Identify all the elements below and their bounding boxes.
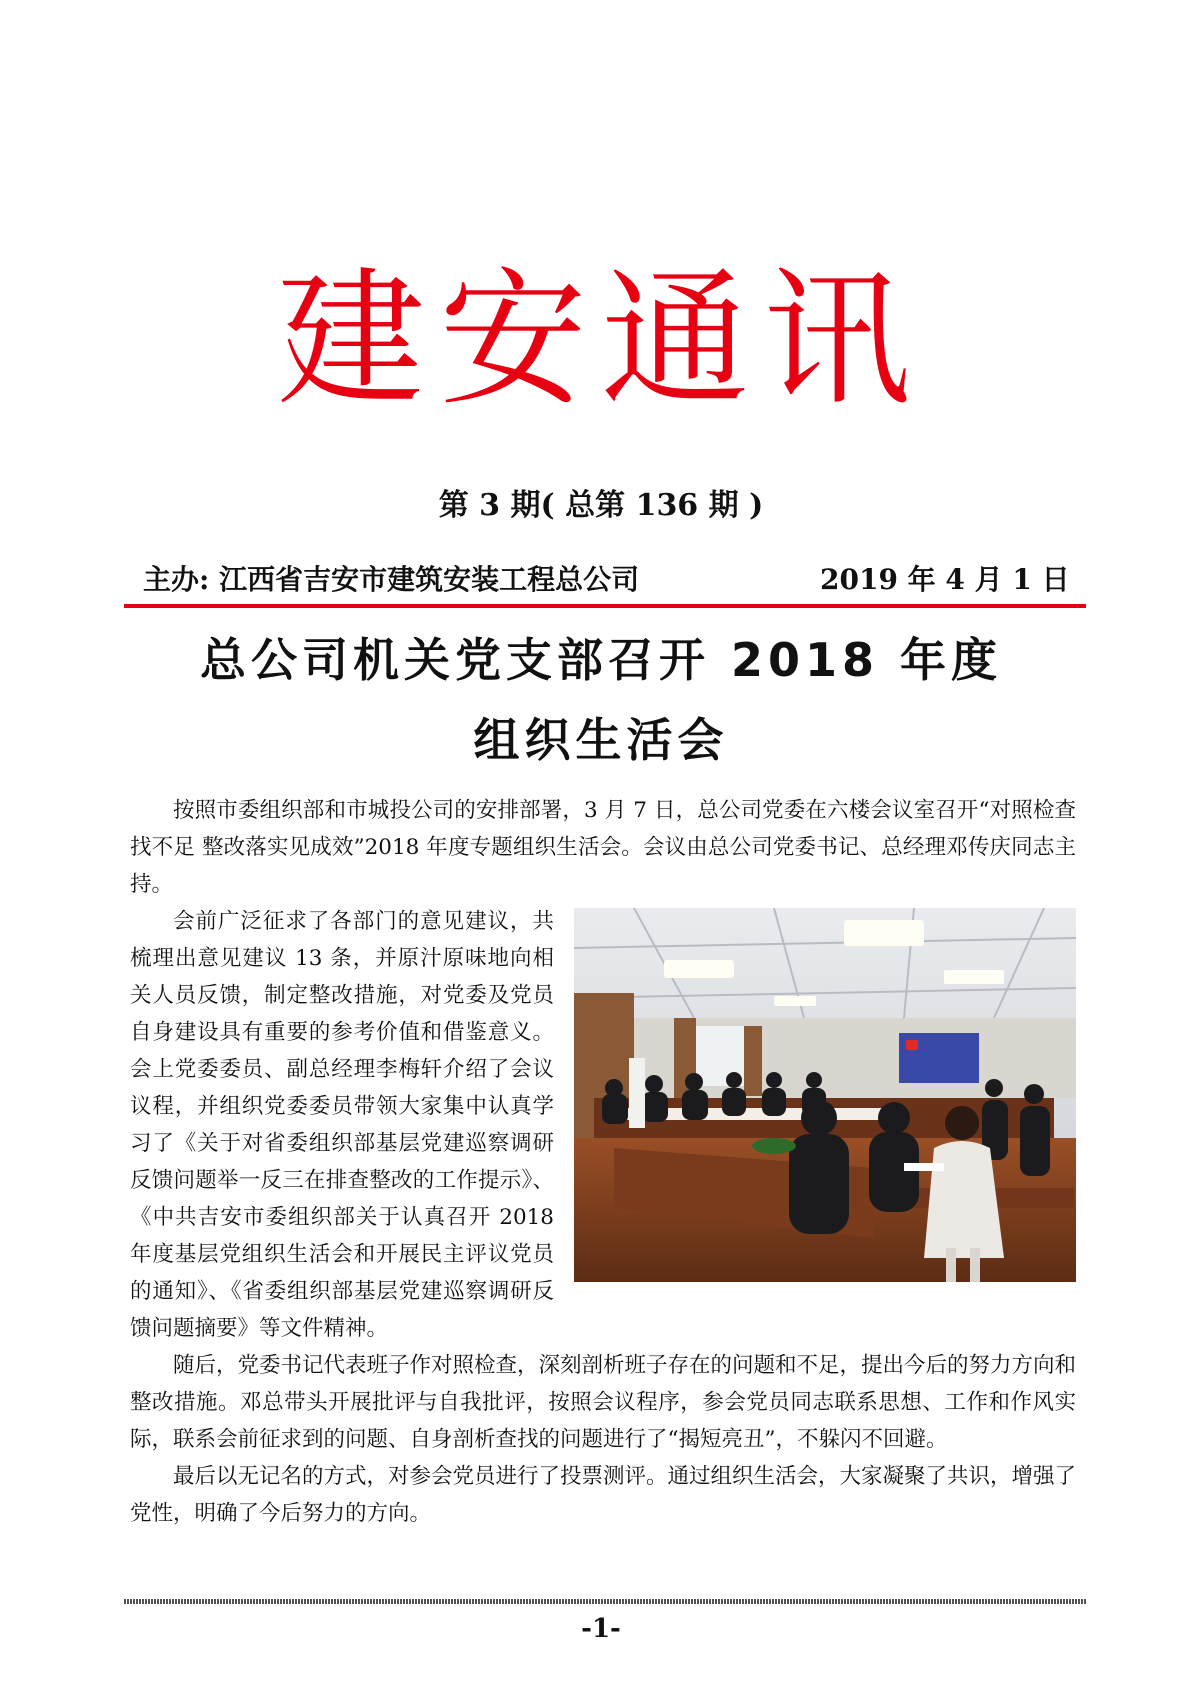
article-paragraph-3: 随后，党委书记代表班子作对照检查，深刻剖析班子存在的问题和不足，提出今后的努力方向和整改措施。邓总带头开展批评与自我批评，按照会议程序，参会党员同志联系思想、工作和作风实际，联系会前征求到的问题、自身剖析查找的问题进行了“揭短亮丑”，不躲闪不回避。 xyxy=(130,1353,1077,1452)
meeting-photo-illustration xyxy=(574,908,1076,1282)
article-body xyxy=(130,792,1076,1532)
sponsor-line: 主办: 江西省吉安市建筑安装工程总公司 xyxy=(143,563,640,596)
meeting-photo xyxy=(574,908,1076,1282)
article-title-line-1: 总公司机关党支部召开 2018 年度 xyxy=(199,633,1003,687)
masthead-title: 建安通讯 xyxy=(277,254,925,426)
article-paragraph-4: 最后以无记名的方式，对参会党员进行了投票测评。通过组织生活会，大家凝聚了共识，增强了党性，明确了今后努力的方向。 xyxy=(130,1464,1077,1526)
publication-date: 2019 年 4 月 1 日 xyxy=(820,563,1070,596)
article-title-line-2: 组织生活会 xyxy=(473,713,729,767)
article-paragraph-1: 按照市委组织部和市城投公司的安排部署，3 月 7 日，总公司党委在六楼会议室召开“对照检查找不足 整改落实见成效”2018 年度专题组织生活会。会议由总公司党委书记、总经理邓传庆同志主持。 xyxy=(130,798,1076,897)
header-divider xyxy=(124,604,1086,608)
page-number: -1- xyxy=(581,1614,621,1644)
article-paragraph-2: 会前广泛征求了各部门的意见建议，共梳理出意见建议 13 条，并原汁原味地向相关人员反馈，制定整改措施，对党委及党员自身建设具有重要的参考价值和借鉴意义。会上党委委员、副总经理李梅轩介绍了会议议程，并组织党委委员带领大家集中认真学习了《关于对省委组织部基层党建巡察调研反馈问题举一反三在排查整改的工作提示》、《中共吉安市委组织部关于认真召开 2018 年度基层党组织生活会和开展民主评议党员的通知》、《省委组织部基层党建巡察调研反馈问题摘要》等文件精神。 xyxy=(130,909,554,1341)
issue-number: 第 3 期( 总第 136 期 ) xyxy=(438,488,764,523)
footer-divider xyxy=(124,1599,1086,1604)
